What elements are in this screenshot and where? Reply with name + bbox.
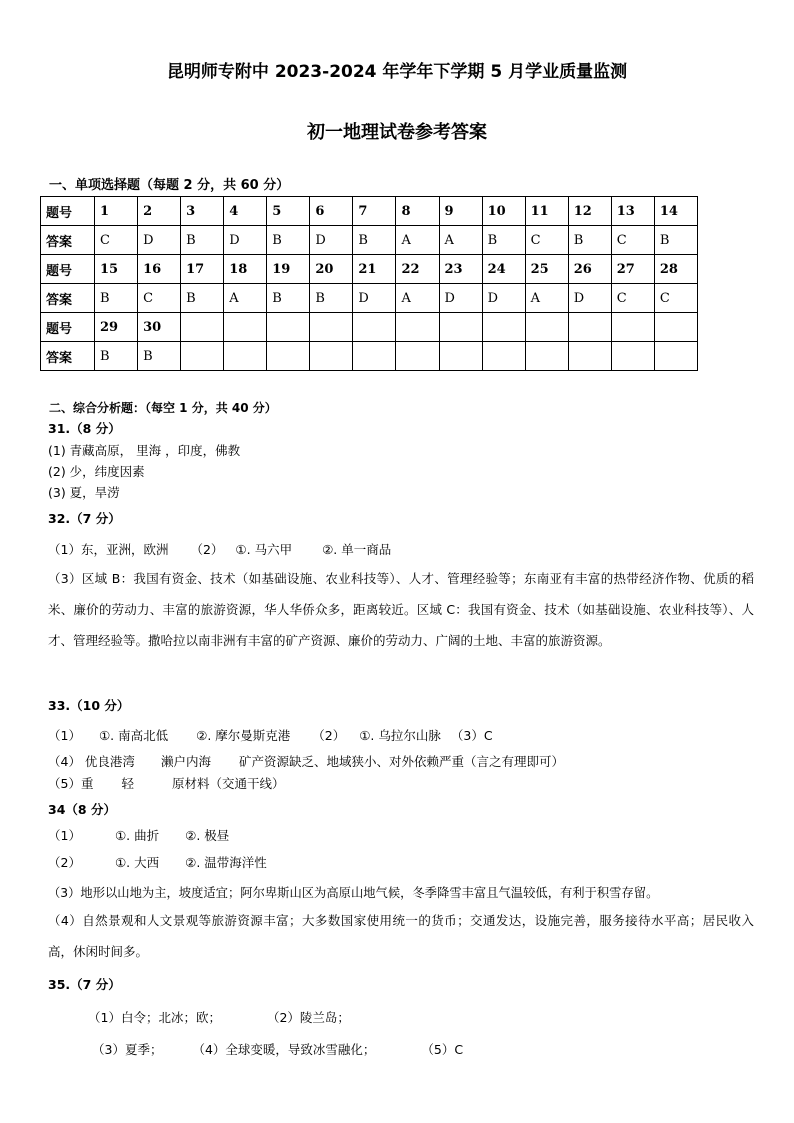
question-number-cell (181, 313, 224, 342)
q33-part4-b: 濑户内海 (160, 754, 211, 769)
answer-cell: D (224, 226, 267, 255)
answer-key-subtitle: 初一地理试卷参考答案 (307, 122, 487, 143)
q33-part4-a: （4） 优良港湾 (48, 754, 135, 769)
q33-title: 33.（10 分） (48, 698, 130, 713)
question-number-cell (439, 313, 482, 342)
answer-cell: D (439, 284, 482, 313)
question-number-cell: 11 (525, 197, 568, 226)
answer-cell (353, 342, 396, 371)
answer-cell: A (525, 284, 568, 313)
answer-cell: D (138, 226, 181, 255)
question-number-cell (267, 313, 310, 342)
question-number-cell: 25 (525, 255, 568, 284)
answer-cell (267, 342, 310, 371)
question-number-cell (224, 313, 267, 342)
answer-cell: C (138, 284, 181, 313)
q33-part3: （3）C (450, 728, 493, 743)
question-number-row (41, 255, 698, 284)
question-number-cell (310, 313, 353, 342)
answer-cell: D (482, 284, 525, 313)
q32-part1: （1）东，亚洲，欧洲 (48, 542, 169, 557)
answer-cell: B (353, 226, 396, 255)
answer-row (41, 342, 698, 371)
question-number-cell: 1 (95, 197, 138, 226)
q33-line3 (48, 774, 284, 792)
answer-cell: A (224, 284, 267, 313)
answer-cell (525, 342, 568, 371)
answer-cell: D (353, 284, 396, 313)
question-number-cell: 20 (310, 255, 353, 284)
question-number-cell: 17 (181, 255, 224, 284)
question-number-cell (568, 313, 611, 342)
q34-line1 (48, 826, 229, 844)
answer-cell: A (396, 226, 439, 255)
question-number-cell: 29 (95, 313, 138, 342)
q35-part1: （1）白令；北冰；欧； (88, 1010, 221, 1025)
q32-part3: （3）区域 B：我国有资金、技术（如基础设施、农业科技等）、人才、管理经验等；东南亚有丰富的热带经济作物、优质的稻米、廉价的劳动力、丰富的旅游资源，华人华侨众多，距离较近。区域 C：我国有资金、技术（如基础设施、农业科技等）、人才、管理经验等。撒哈拉以南非洲有丰富的矿产资源、廉价的劳动力、广阔的土地、丰富的旅游资源。 (48, 571, 754, 648)
answer-cell: C (611, 284, 654, 313)
question-number-cell (396, 313, 439, 342)
q34-part1-b: ②. 极昼 (185, 828, 230, 843)
q34-part2-b: ②. 温带海洋性 (185, 855, 267, 870)
answer-cell: B (267, 226, 310, 255)
q33-part1-label: （1） (48, 728, 81, 743)
question-number-cell (611, 313, 654, 342)
question-number-cell: 3 (181, 197, 224, 226)
q34-title: 34（8 分） (48, 802, 116, 817)
row-label-answer: 答案 (41, 284, 95, 313)
question-number-cell: 24 (482, 255, 525, 284)
answer-row (41, 284, 698, 313)
answer-cell: B (181, 284, 224, 313)
answer-cell (611, 342, 654, 371)
question-number-row (41, 197, 698, 226)
question-number-cell: 12 (568, 197, 611, 226)
row-label-answer: 答案 (41, 342, 95, 371)
answer-cell (482, 342, 525, 371)
question-number-cell: 23 (439, 255, 482, 284)
answer-cell: B (95, 284, 138, 313)
row-label-question: 题号 (41, 197, 95, 226)
answer-cell: C (611, 226, 654, 255)
q34-part2-label: （2） (48, 855, 81, 870)
row-label-question: 题号 (41, 255, 95, 284)
question-number-cell: 4 (224, 197, 267, 226)
q33-part4-c: 矿产资源缺乏、地域狭小、对外依赖严重（言之有理即可） (238, 754, 564, 769)
q31-title: 31.（8 分） (48, 421, 121, 436)
answer-cell: B (138, 342, 181, 371)
answer-cell: B (310, 284, 353, 313)
question-number-cell: 22 (396, 255, 439, 284)
question-number-cell: 27 (611, 255, 654, 284)
question-number-cell: 21 (353, 255, 396, 284)
answer-cell: B (654, 226, 697, 255)
question-number-cell: 19 (267, 255, 310, 284)
section2-heading: 二、综合分析题：（每空 1 分，共 40 分） (49, 401, 277, 415)
q32-line1 (48, 540, 391, 558)
q35-title: 35.（7 分） (48, 977, 121, 992)
answer-cell: C (95, 226, 138, 255)
q32-part2-a: ①. 马六甲 (235, 542, 293, 557)
q32-part2-b: ②. 单一商品 (322, 542, 392, 557)
question-number-cell: 13 (611, 197, 654, 226)
question-number-cell: 7 (353, 197, 396, 226)
row-label-answer: 答案 (41, 226, 95, 255)
q35-line2 (92, 1040, 463, 1058)
q34-part2-a: ①. 大西 (114, 855, 160, 870)
question-number-cell (525, 313, 568, 342)
q33-part5-c: 原材料（交通干线） (171, 776, 285, 791)
answer-cell: B (568, 226, 611, 255)
answer-cell: A (396, 284, 439, 313)
q33-part1-a: ①. 南高北低 (98, 728, 169, 743)
q33-line2 (48, 752, 564, 770)
q33-part5-b: 轻 (121, 776, 134, 791)
q35-part2: （2）陵兰岛； (266, 1010, 350, 1025)
answer-cell: D (310, 226, 353, 255)
q34-part3: （3）地形以山地为主，坡度适宜；阿尔卑斯山区为高原山地气候，冬季降雪丰富且气温较低，有利于积雪存留。 (48, 886, 659, 900)
answer-cell: C (654, 284, 697, 313)
q31-line3: (3) 夏，旱涝 (48, 485, 120, 500)
q35-part4: （4）全球变暖，导致冰雪融化； (192, 1042, 376, 1057)
q35-part5: （5）C (421, 1042, 464, 1057)
answer-row (41, 226, 698, 255)
answer-table (40, 196, 698, 371)
question-number-row (41, 313, 698, 342)
question-number-cell (654, 313, 697, 342)
q34-line2 (48, 853, 267, 871)
q33-part2-a: ①. 乌拉尔山脉 (359, 728, 441, 743)
answer-cell: A (439, 226, 482, 255)
question-number-cell: 16 (138, 255, 181, 284)
q33-line1 (48, 726, 493, 744)
answer-cell: B (95, 342, 138, 371)
question-number-cell: 30 (138, 313, 181, 342)
question-number-cell: 2 (138, 197, 181, 226)
question-number-cell: 18 (224, 255, 267, 284)
answer-cell: B (482, 226, 525, 255)
question-number-cell (353, 313, 396, 342)
answer-cell (568, 342, 611, 371)
question-number-cell: 8 (396, 197, 439, 226)
question-number-cell: 26 (568, 255, 611, 284)
q32-title: 32.（7 分） (48, 511, 121, 526)
question-number-cell: 6 (310, 197, 353, 226)
q33-part1-b: ②. 摩尔曼斯克港 (196, 728, 291, 743)
answer-cell (224, 342, 267, 371)
question-number-cell: 9 (439, 197, 482, 226)
question-number-cell: 28 (654, 255, 697, 284)
question-number-cell: 15 (95, 255, 138, 284)
q33-part5-a: （5）重 (48, 776, 94, 791)
answer-cell: B (267, 284, 310, 313)
q33-part2-label: （2） (312, 728, 346, 743)
q35-part3: （3）夏季； (92, 1042, 163, 1057)
q34-part1-a: ①. 曲折 (114, 828, 160, 843)
answer-cell (396, 342, 439, 371)
question-number-cell: 10 (482, 197, 525, 226)
answer-cell (439, 342, 482, 371)
question-number-cell: 14 (654, 197, 697, 226)
row-label-question: 题号 (41, 313, 95, 342)
answer-cell (654, 342, 697, 371)
section1-heading: 一、单项选择题（每题 2 分，共 60 分） (49, 178, 290, 193)
answer-cell (181, 342, 224, 371)
answer-cell: C (525, 226, 568, 255)
q35-line1 (88, 1008, 350, 1026)
answer-cell (310, 342, 353, 371)
exam-title: 昆明师专附中 2023-2024 年学年下学期 5 月学业质量监测 (166, 62, 628, 82)
answer-cell: B (181, 226, 224, 255)
answer-cell: D (568, 284, 611, 313)
q34-part1-label: （1） (48, 828, 81, 843)
q31-line2: (2) 少，纬度因素 (48, 464, 145, 479)
q31-line1: (1) 青藏高原， 里海 ，印度，佛教 (48, 443, 241, 458)
question-number-cell: 5 (267, 197, 310, 226)
q34-part4: （4）自然景观和人文景观等旅游资源丰富；大多数国家使用统一的货币；交通发达，设施完善，服务接待水平高；居民收入高，休闲时间多。 (48, 913, 754, 959)
question-number-cell (482, 313, 525, 342)
q32-part2-label: （2） (190, 542, 224, 557)
